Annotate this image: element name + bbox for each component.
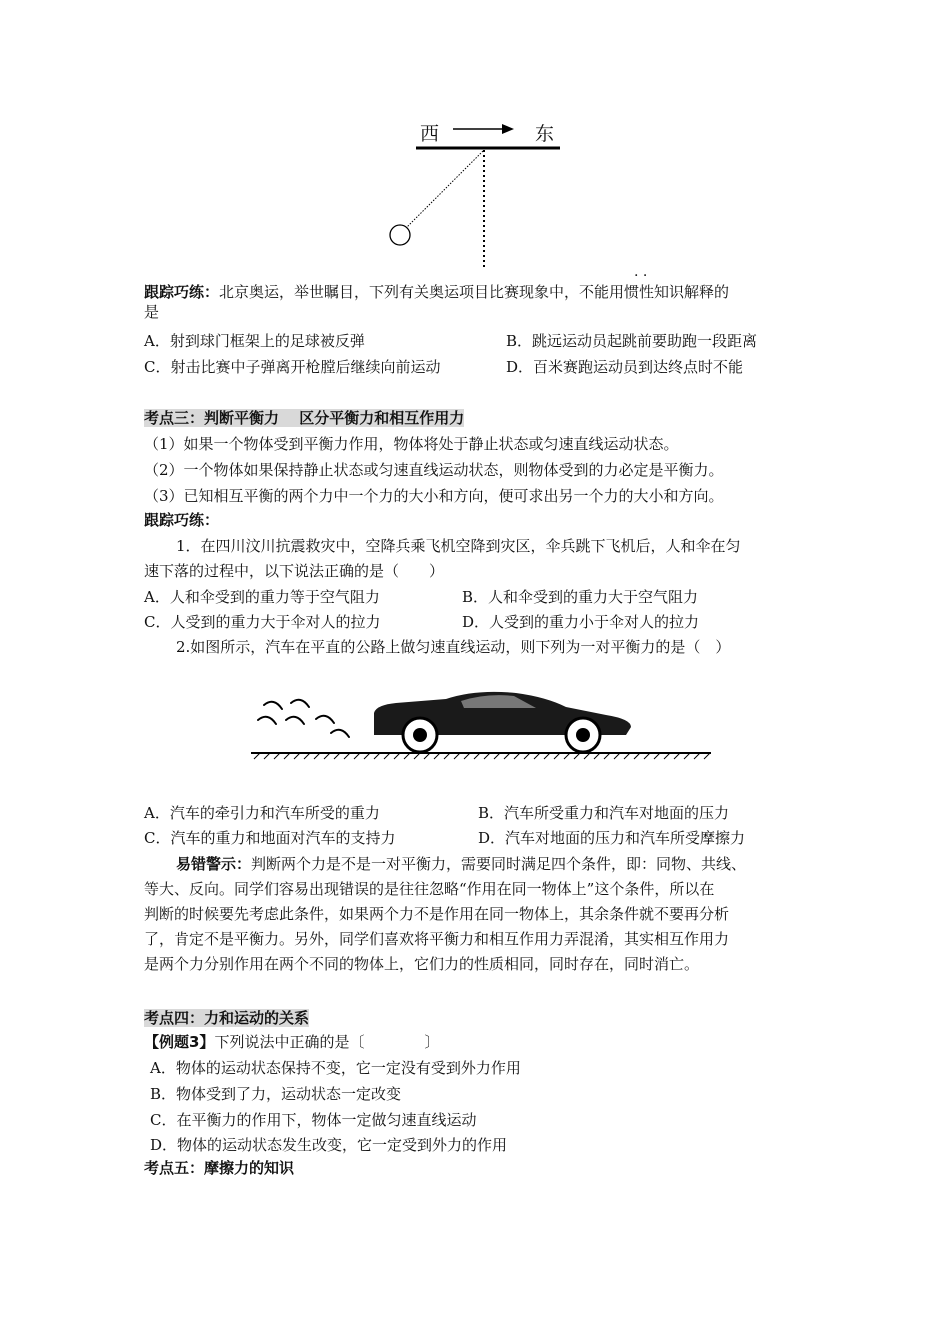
track-label-2: 跟踪巧练： [144, 511, 220, 529]
q2-option-c: C．汽车的重力和地面对汽车的支持力 [144, 829, 396, 847]
warning-line-4: 了，肯定不是平衡力。另外，同学们喜欢将平衡力和相互作用力弄混淆，其实相互作用力 [144, 930, 730, 948]
example-label: 【例题3】 [144, 1033, 215, 1051]
q2-option-a: A．汽车的牵引力和汽车所受的重力 [144, 804, 380, 822]
figure-dots: . . [634, 264, 648, 280]
warning-line-5: 是两个力分别作用在两个不同的物体上，它们力的性质相同，同时存在，同时消亡。 [144, 955, 700, 973]
ex-option-b: B．物体受到了力，运动状态一定改变 [150, 1085, 402, 1103]
ex-option-a: A．物体的运动状态保持不变，它一定没有受到外力作用 [150, 1059, 521, 1077]
section4-heading: 考点四：力和运动的关系 [144, 1009, 310, 1027]
warning-line-2: 等大、反向。同学们容易出现错误的是往往忽略“作用在同一物体上”这个条件，所以在 [144, 880, 715, 898]
q1-option-b: B．人和伞受到的重力大于空气阻力 [462, 588, 699, 606]
q1-option-d: D．人受到的重力小于伞对人的拉力 [462, 613, 700, 631]
track-label: 跟踪巧练： [144, 283, 220, 301]
q1-stem-cont: 速下落的过程中，以下说法正确的是（ ） [144, 562, 445, 580]
q1-option-c: C．人受到的重力大于伞对人的拉力 [144, 613, 381, 631]
ex-option-d: D．物体的运动状态发生改变，它一定受到外力的作用 [150, 1136, 508, 1154]
point-3: （3）已知相互平衡的两个力中一个力的大小和方向，便可求出另一个力的大小和方向。 [144, 487, 724, 505]
pendulum-figure [380, 115, 580, 280]
option-c: C．射击比赛中子弹离开枪膛后继续向前运动 [144, 358, 441, 376]
section3-heading: 考点三：判断平衡力 区分平衡力和相互作用力 [144, 409, 465, 427]
q2-stem: 2.如图所示，汽车在平直的公路上做匀速直线运动，则下列为一对平衡力的是（ ） [176, 638, 731, 656]
warning-label: 易错警示： [176, 855, 252, 873]
point-2: （2）一个物体如果保持静止状态或匀速直线运动状态，则物体受到的力必定是平衡力。 [144, 461, 724, 479]
q2-option-d: D．汽车对地面的压力和汽车所受摩擦力 [478, 829, 746, 847]
q2-option-b: B．汽车所受重力和汽车对地面的压力 [478, 804, 730, 822]
ex-option-c: C．在平衡力的作用下，物体一定做匀速直线运动 [150, 1111, 477, 1129]
q1-stem: 1．在四川汶川抗震救灾中，空降兵乘飞机空降到灾区，伞兵跳下飞机后，人和伞在匀 [176, 537, 741, 555]
track-question-stem: 跟踪巧练：北京奥运，举世瞩目，下列有关奥运项目比赛现象中，不能用惯性知识解释的 [144, 283, 730, 301]
point-1: （1）如果一个物体受到平衡力作用，物体将处于静止状态或匀速直线运动状态。 [144, 435, 679, 453]
car-illustration [246, 675, 716, 775]
east-label: 东 [535, 123, 555, 145]
option-b: B．跳远运动员起跳前要助跑一段距离 [506, 332, 758, 350]
option-d: D．百米赛跑运动员到达终点时不能 [506, 358, 744, 376]
car-figure [246, 675, 716, 775]
section5-heading: 考点五：摩擦力的知识 [144, 1159, 295, 1177]
warning-line-3: 判断的时候要先考虑此条件，如果两个力不是作用在同一物体上，其余条件就不要再分析 [144, 905, 730, 923]
example-stem: 【例题3】下列说法中正确的是〔 〕 [144, 1033, 440, 1051]
track-question-stem-cont: 是 [144, 303, 160, 321]
option-a: A．射到球门框架上的足球被反弹 [144, 332, 365, 350]
west-label: 西 [420, 123, 440, 145]
warning-paragraph: 易错警示：判断两个力是不是一对平衡力，需要同时满足四个条件，即：同物、共线、 [176, 855, 747, 873]
q1-option-a: A．人和伞受到的重力等于空气阻力 [144, 588, 380, 606]
